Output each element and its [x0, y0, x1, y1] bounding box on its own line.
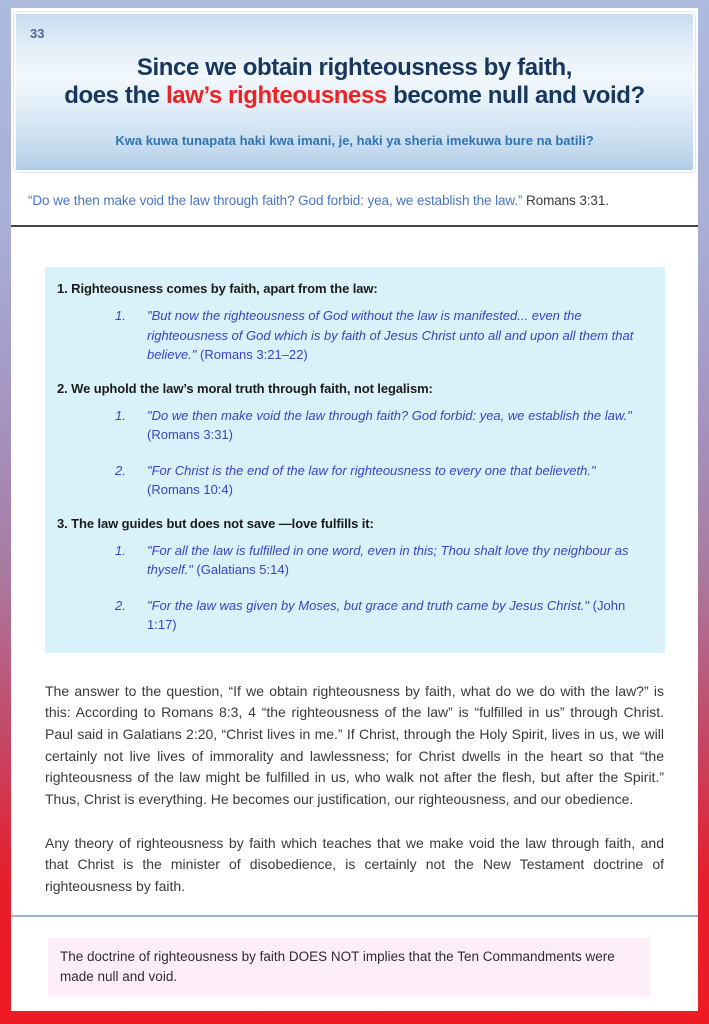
page-title [16, 54, 693, 111]
item-quote: "For the law was given by Moses, but grace and truth came by Jesus Christ." [147, 597, 590, 613]
scripture-quote: “Do we then make void the law through faith? God forbid: yea, we establish the law.” [28, 193, 523, 208]
item-reference: (John 1:17) [147, 597, 626, 632]
title-line2-post: become null and void? [386, 82, 645, 110]
item-number: 2. [115, 597, 126, 613]
footer-divider [11, 915, 698, 917]
header-banner [14, 12, 695, 172]
list-item [115, 406, 641, 445]
title-line1: Since we obtain righteousness by faith, [136, 54, 573, 81]
list-item [115, 306, 641, 365]
body-paragraph-2: Any theory of righteousness by faith which teaches that we make void the law through faith, and that Christ is the minister of disobedience, is certainly not the New Testament doctrine of righteousness by faith. [45, 834, 664, 894]
item-quote: "For Christ is the end of the law for righteousness to every one that believeth." [147, 462, 596, 478]
footer-note: The doctrine of righteousness by faith DOES NOT implies that the Ten Commandments were made null and void. [48, 938, 650, 998]
item-quote: "For all the law is fulfilled in one word, even in this; Thou shalt love thy neighbour as thyself." [147, 542, 629, 577]
point-heading-1: 1. Righteousness comes by faith, apart from the law: [57, 281, 378, 296]
page-content-area [11, 8, 698, 1011]
item-number: 1. [115, 308, 126, 323]
body-paragraph-1: The answer to the question, “If we obtain righteousness by faith, what do we do with the law?” is this: According to Romans 8:3, 4 “the righteousness of the law” is “fulfilled in us” through Christ. Paul said in Galatians 2:20, “Christ lives in me.” If Christ, through the Holy Spirit, lives in us, we will certainly not live lives of immorality and lawlessness; for Christ dwells in the heart so that “the righteousness of the law might be fulfilled in us, who walk not after the flesh, but after the Spirit.” Thus, Christ is everything. He becomes our justification, our righteousness, and our obedience. [45, 682, 664, 807]
title-line2-highlight: law’s righteousness [165, 82, 387, 110]
item-number: 1. [115, 407, 126, 423]
point-heading-2: 2. We uphold the law’s moral truth through faith, not legalism: [57, 380, 433, 396]
item-quote: "Do we then make void the law through faith? God forbid: yea, we establish the law." [147, 407, 632, 423]
item-reference: (Galatians 5:14) [192, 562, 289, 577]
list-item [115, 461, 641, 500]
item-reference: (Romans 10:4) [147, 482, 233, 497]
item-number: 2. [115, 462, 126, 478]
item-quote: "But now the righteousness of God without the law is manifested... even the righteousness of God which is by faith of Jesus Christ unto all and upon all them that believe." [147, 308, 634, 362]
points-box [45, 267, 665, 653]
scripture-reference: Romans 3:31. [522, 193, 609, 208]
title-line2-pre: does the [64, 82, 166, 110]
point-heading-3: 3. The law guides but does not save —love fulfills it: [57, 515, 374, 531]
page-number: 33 [30, 26, 45, 41]
item-reference: (Romans 3:31) [147, 427, 233, 442]
swahili-subtitle: Kwa kuwa tunapata haki kwa imani, je, haki ya sheria imekuwa bure na batili? [115, 132, 594, 148]
item-reference: (Romans 3:21–22) [196, 347, 308, 362]
item-number: 1. [115, 542, 126, 558]
scripture-banner [11, 172, 698, 227]
list-item [115, 541, 641, 580]
list-item [115, 596, 641, 635]
